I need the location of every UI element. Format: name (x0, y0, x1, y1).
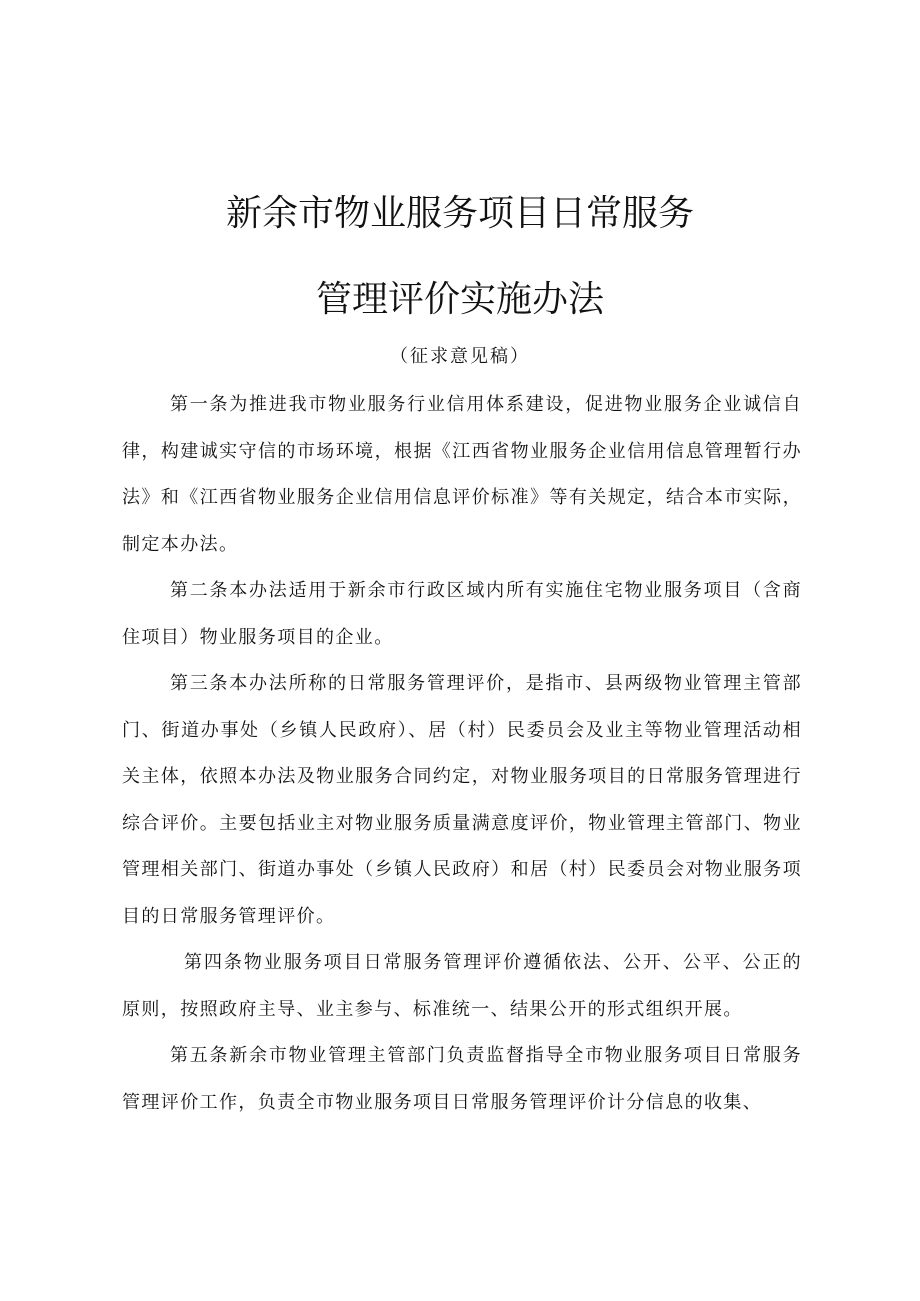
article-1-paragraph: 第一条为推进我市物业服务行业信用体系建设，促进物业服务企业诚信自律，构建诚实守信的市场环境，根据《江西省物业服务企业信用信息管理暂行办法》和《江西省物业服务企业信用信息评价标准》等有关规定，结合本市实际，制定本办法。 (122, 394, 802, 555)
document-subtitle: （征求意见稿） (390, 346, 530, 367)
article-4-paragraph: 第四条物业服务项目日常服务管理评价遵循依法、公开、公平、公正的原则，按照政府主导、业主参与、标准统一、结果公开的形式组织开展。 (122, 952, 802, 1020)
article-5-paragraph: 第五条新余市物业管理主管部门负责监督指导全市物业服务项目日常服务管理评价工作，负责全市物业服务项目日常服务管理评价计分信息的收集、 (122, 1045, 802, 1113)
document-title-line-2: 管理评价实施办法 (315, 279, 604, 320)
document-title-line-1: 新余市物业服务项目日常服务 (225, 193, 694, 234)
article-3-paragraph: 第三条本办法所称的日常服务管理评价，是指市、县两级物业管理主管部门、街道办事处（乡镇人民政府）、居（村）民委员会及业主等物业管理活动相关主体，依照本办法及物业服务合同约定，对物业服务项目的日常服务管理进行综合评价。主要包括业主对物业服务质量满意度评价，物业管理主管部门、物业管理相关部门、街道办事处（乡镇人民政府）和居（村）民委员会对物业服务项目的日常服务管理评价。 (122, 673, 802, 927)
article-2-paragraph: 第二条本办法适用于新余市行政区域内所有实施住宅物业服务项目（含商住项目）物业服务项目的企业。 (122, 580, 802, 648)
